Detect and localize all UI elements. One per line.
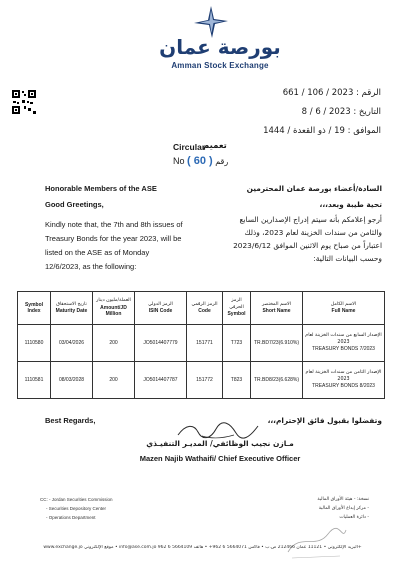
header-symbol: الرمز الحرفي Symbol [223,292,251,325]
cell-index: 1110580 [18,325,51,362]
cell-maturity: 03/04/2026 [51,325,93,362]
cell-maturity: 08/03/2028 [51,362,93,399]
logo-star-icon [194,6,228,38]
table-row [18,362,385,399]
circular-number: ( 60 ) [187,155,213,167]
header-short-name: الاسم المختصر Short Name [251,292,303,325]
circular-label-ar: تعميم [203,141,227,151]
cc-line-ar-1: نسخة: - هيئة الأوراق المالية [317,497,369,502]
circular-number-line [173,155,228,167]
cell-symbol: T723 [223,325,251,362]
header-symbol-index: Symbol Index [18,292,51,325]
reference-number: الرقم : 2023 / 106 / 661 [282,88,381,98]
cell-isin: JO5014407779 [135,325,187,362]
paragraph-en-line-2: Treasury Bonds for the year 2023, will be [45,234,182,243]
paragraph-ar-line-4: وحسب البيانات التالية: [313,254,382,263]
cell-short-name: TR.BD8/23(6.628%) [251,362,303,399]
paragraph-en-line-3: listed on the ASE as of Monday [45,248,150,257]
regards-ar: وتفضلوا بقبول فائق الإحترام،،، [267,416,382,425]
cell-isin: JO5014407787 [135,362,187,399]
cell-amount: 200 [93,325,135,362]
stamp-mark [280,512,350,562]
cell-code: 151772 [187,362,223,399]
cell-full-name: الإصدار الثامن من سندات الخزينة لعام 2023 TREASURY BONDS 8/2023 [303,362,385,399]
greeting-en: Good Greetings, [45,200,104,209]
cell-index: 1110581 [18,362,51,399]
ase-logo [150,6,290,74]
header-maturity-date: تاريخ الاستحقاق Maturity Date [51,292,93,325]
paragraph-en-line-4: 12/6/2023, as the following: [45,262,137,271]
circular-no-label: No [173,156,185,166]
cell-amount: 200 [93,362,135,399]
circular-raqm-label: رقم [215,157,229,166]
signer-name-ar: مـازن نجيب الوظائفي/ المديـر التنفيـذي [146,439,294,448]
paragraph-ar-line-3: اعتباراً من صباح يوم الاثنين الموافق 2023/6/12 [233,241,382,250]
cell-symbol: T823 [223,362,251,399]
cc-line-ar-2: - مركز إيداع الأوراق المالية [318,506,369,511]
footer-contact: www.exchange.jo موقع الإلكتروني • info@ase.com.jo البريد الإلكتروني • 11121 عمان 212466 ص.ب • فاكس 5664071 6 962+ • هاتف 5664109 6 962+ [43,545,362,550]
paragraph-en-line-1: Kindly note that, the 7th and 8th issues of [45,220,183,229]
salutation-en: Honorable Members of the ASE [45,184,157,193]
paragraph-ar-line-1: أرجو إعلامكم بأنه سيتم إدراج الإصدارين السابع [239,215,382,224]
gregorian-date: التاريخ : 2023 / 6 / 8 [301,107,381,117]
cc-line-en-1: CC: - Jordan Securities Commission [40,497,113,502]
signer-name-en: Mazen Najib Wathaifi/ Chief Executive Officer [139,454,301,463]
cell-code: 151771 [187,325,223,362]
header-amount: العملة/مليون دينار Amount/JD Million [93,292,135,325]
cc-line-en-2: - Securities Depository Center [46,506,107,511]
header-isin: الرمز الدولي ISIN Code [135,292,187,325]
logo-english-text: Amman Stock Exchange [171,61,269,70]
table-header-row [18,292,385,325]
salutation-ar: السادة/أعضاء بورصة عمان المحترمين [246,184,382,193]
bonds-table [17,291,385,399]
paragraph-ar-line-2: والثامن من سندات الخزينة لعام 2023، وذلك [244,228,382,237]
cell-full-name: الإصدار السابع من سندات الخزينة لعام 2023 TREASURY BONDS 7/2023 [303,325,385,362]
header-code: الرمز الرقمي Code [187,292,223,325]
qr-code-icon [12,90,36,114]
table-row [18,325,385,362]
cc-line-en-3: - Operations Department [46,515,96,520]
regards-en: Best Regards, [45,416,96,425]
hijri-date: الموافق : 19 / ذو القعدة / 1444 [263,126,381,136]
greeting-ar: تحية طيبة وبعد،،، [319,200,382,209]
cc-line-ar-3: - دائرة العمليات [339,515,369,520]
header-full-name: الاسم الكامل Full Name [303,292,385,325]
circular-label-en: Circular [173,142,206,152]
cell-short-name: TR.BD7/23(6.910%) [251,325,303,362]
logo-arabic-text: بورصة عمان [159,35,281,59]
